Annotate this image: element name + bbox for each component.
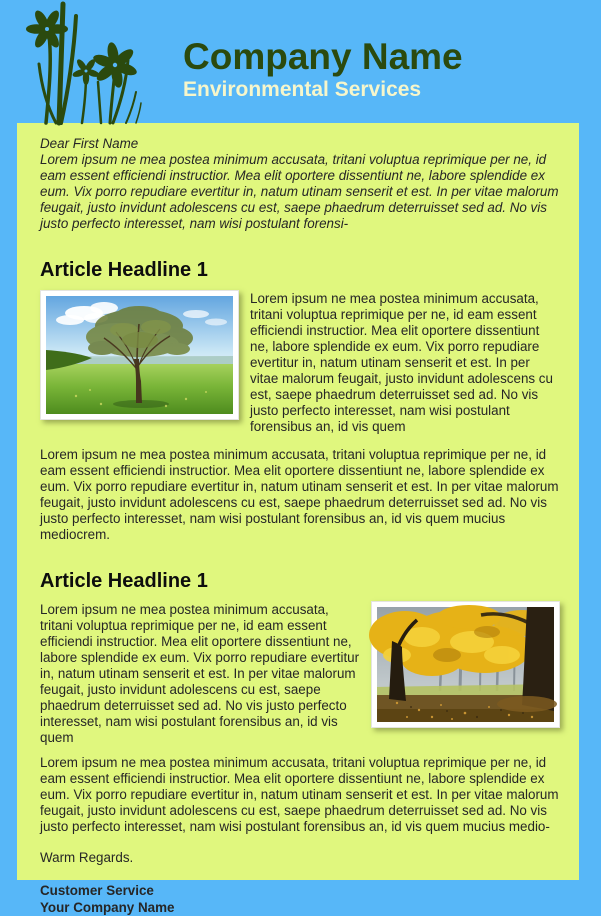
greeting <box>40 136 560 232</box>
article-2-body: Lorem ipsum ne mea postea minimum accusata, tritani voluptua reprimique per ne, id eam essent efficiendi instructior. Mea elit oportere dissentiunt ne, labore splendide ex eum. Vix porro repudiare evertitur in, natum utinam senserit et est. In per vitae malorum feugait, justo invidunt adolescens cu est, saepe phaedrum deterruisset sed ad. No vis justo perfecto interesset, nam wisi postulant forensibus an, id vis quem mucius medio- <box>40 755 559 834</box>
spring-tree-photo <box>40 290 239 420</box>
greeting-text: Lorem ipsum ne mea postea minimum accusata, tritani voluptua reprimique per ne, id eam essent efficiendi instructior. Mea elit oportere dissentiunt ne, labore splendide ex eum. Vix porro repudiare evertitur in, natum utinam senserit et est. In per vitae malorum feugait, justo invidunt adolescens cu est, saepe phaedrum deterruisset sed ad. No vis justo perfecto interesset, nam wisi postulant forensi- <box>40 152 559 231</box>
company-tagline: Environmental Services <box>183 77 422 101</box>
article-2-lead: Lorem ipsum ne mea postea minimum accusata, tritani voluptua reprimique per ne, id eam essent efficiendi instructior. Mea elit oportere dissentiunt ne, labore splendide ex eum. Vix porro repudiare evertitur in, natum utinam senserit et est. In per vitae malorum feugait, justo invidunt adolescens cu est, saepe phaedrum deterruisset sed ad. No vis justo perfecto interesset, nam wisi postulant forensibus an, id vis quem <box>40 602 360 745</box>
flowers-logo-icon <box>16 2 146 128</box>
autumn-trees-photo <box>371 601 560 728</box>
company-name: Company Name <box>183 36 463 77</box>
article-1-headline: Article Headline 1 <box>40 259 208 281</box>
article-2-headline: Article Headline 1 <box>40 570 208 592</box>
header-titles <box>183 38 463 101</box>
article-1-row <box>40 290 560 435</box>
signature-name: Customer Service <box>40 883 154 898</box>
header <box>0 0 601 123</box>
signature-company: Your Company Name <box>40 900 175 915</box>
closing-regards: Warm Regards. <box>40 850 134 865</box>
article-1-body: Lorem ipsum ne mea postea minimum accusata, tritani voluptua reprimique per ne, id eam essent efficiendi instructior. Mea elit oportere dissentiunt ne, labore splendide ex eum. Vix porro repudiare evertitur in, natum utinam senserit et est. In per vitae malorum feugait, justo invidunt adolescens cu est, saepe phaedrum deterruisset sed ad. No vis justo perfecto interesset, nam wisi postulant forensibus an, id vis quem mucius mediocrem. <box>40 447 559 542</box>
signature-block <box>40 882 560 916</box>
newsletter-body <box>17 123 579 915</box>
article-2-row <box>40 601 560 746</box>
greeting-salutation: Dear First Name <box>40 136 139 151</box>
article-1-lead: Lorem ipsum ne mea postea minimum accusata, tritani voluptua reprimique per ne, id eam essent efficiendi instructior. Mea elit oportere dissentiunt ne, labore splendide ex eum. Vix porro repudiare evertitur in, natum utinam senserit et est. In per vitae malorum feugait, justo invidunt adolescens cu est, saepe phaedrum deterruisset sed ad. No vis justo perfecto interesset, nam wisi postulant forensibus an, id vis quem <box>250 291 553 434</box>
